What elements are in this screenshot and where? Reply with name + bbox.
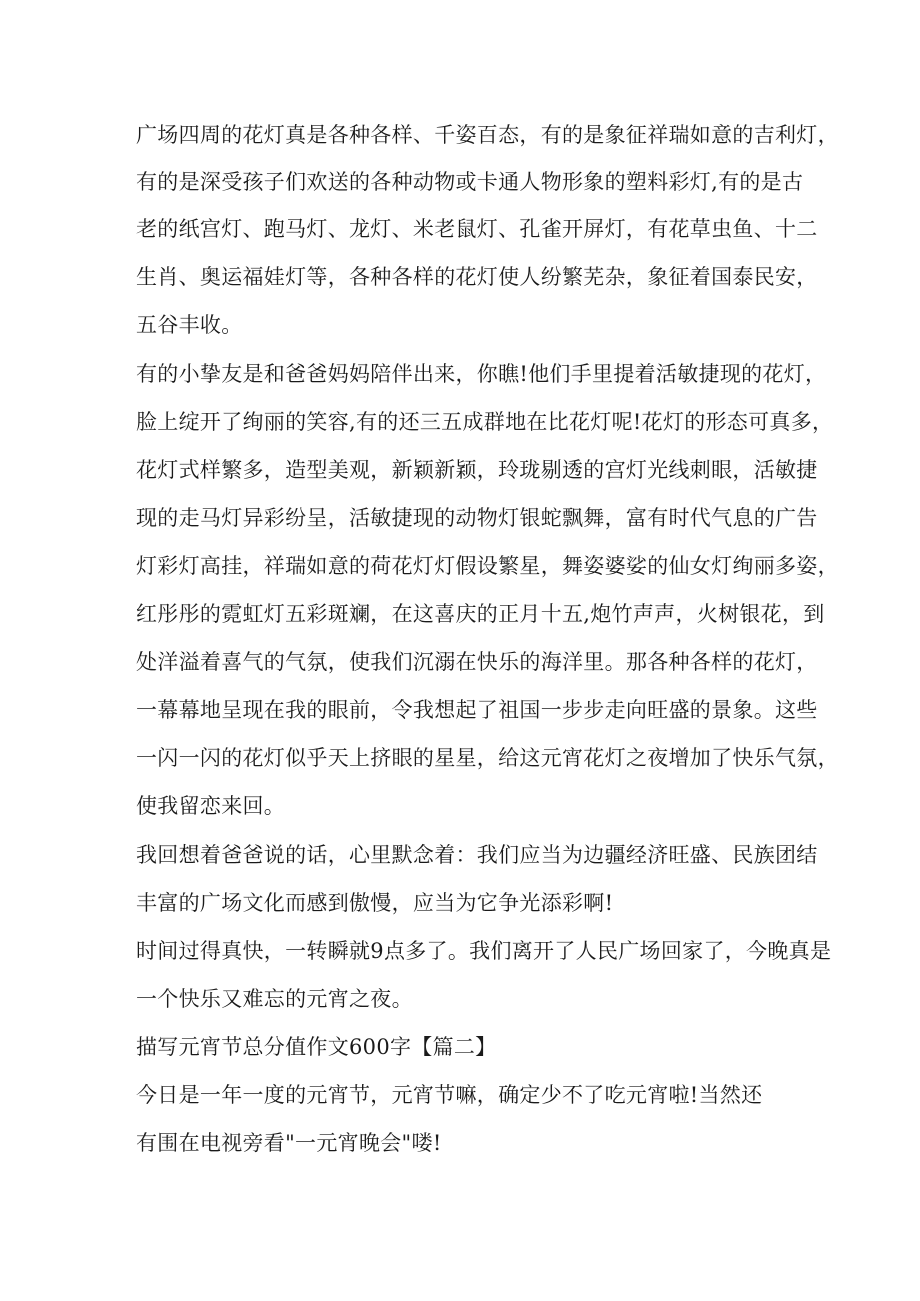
text-line: 一幕幕地呈现在我的眼前，令我想起了祖国一步步走向旺盛的景象。这些 [136,698,818,722]
text-line: 我回想着爸爸说的话，心里默念着：我们应当为边疆经济旺盛、民族团结 [136,843,818,867]
text-line: 五谷丰收。 [136,313,243,337]
text-line: 丰富的广场文化而感到傲慢，应当为它争光添彩啊! [136,891,614,915]
text-line: 花灯式样繁多，造型美观，新颖新颖，玲珑剔透的宫灯光线刺眼，活敏捷 [136,458,818,482]
text-line: 处洋溢着喜气的气氛，使我们沉溺在快乐的海洋里。那各种各样的花灯， [136,650,818,674]
section-heading: 描写元宵节总分值作文600字【篇二】 [136,1035,497,1059]
text-line: 使我留恋来回。 [136,794,286,818]
text-line: 现的走马灯异彩纷呈，活敏捷现的动物灯银蛇飘舞，富有时代气息的广告 [136,506,818,530]
text-line: 有的是深受孩子们欢送的各种动物或卡通人物形象的塑料彩灯,有的是古 [136,170,804,194]
text-line: 红彤彤的霓虹灯五彩斑斓，在这喜庆的正月十五,炮竹声声，火树银花，到 [136,602,825,626]
text-line: 一个快乐又难忘的元宵之夜。 [136,987,413,1011]
text-line: 广场四周的花灯真是各种各样、千姿百态，有的是象征祥瑞如意的吉利灯， [136,123,839,147]
text-line: 有的小挚友是和爸爸妈妈陪伴出来，你瞧!他们手里提着活敏捷现的花灯， [136,362,827,386]
text-line: 脸上绽开了绚丽的笑容,有的还三五成群地在比花灯呢!花灯的形态可真多， [136,410,834,434]
text-line: 今日是一年一度的元宵节，元宵节嘛，确定少不了吃元宵啦!当然还 [136,1083,763,1107]
text-line: 生肖、奥运福娃灯等，各种各样的花灯使人纷繁芜杂，象征着国泰民安， [136,265,818,289]
text-line: 灯彩灯高挂，祥瑞如意的荷花灯灯假设繁星，舞姿婆娑的仙女灯绚丽多姿， [136,554,839,578]
text-line: 老的纸宫灯、跑马灯、龙灯、米老鼠灯、孔雀开屏灯，有花草虫鱼、十二 [136,217,818,241]
text-line: 一闪一闪的花灯似乎天上挤眼的星星，给这元宵花灯之夜增加了快乐气氛， [136,746,839,770]
text-line: 时间过得真快，一转瞬就9点多了。我们离开了人民广场回家了，今晚真是 [136,939,832,963]
text-line: 有围在电视旁看"一元宵晚会"喽! [136,1131,442,1155]
